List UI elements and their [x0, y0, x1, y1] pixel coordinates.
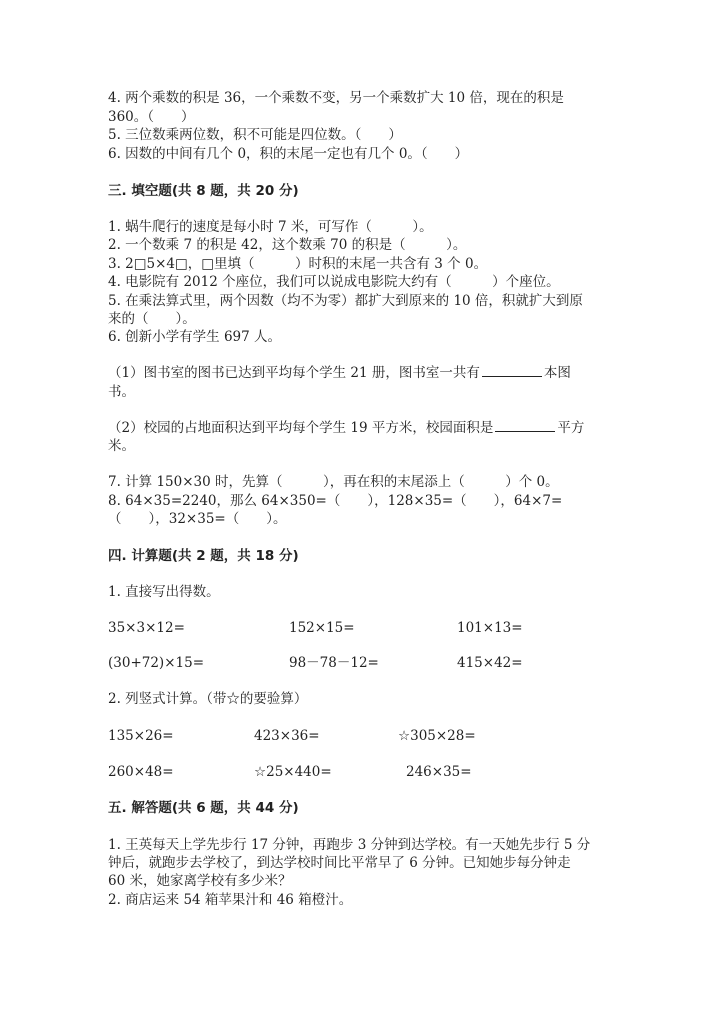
fill-q6-sub1-line2: 书。: [108, 384, 135, 400]
fill-q6-sub1-text: （1）图书室的图书已达到平均每个学生 21 册，图书室一共有: [108, 365, 480, 381]
calc-r3-c1: 135×26=: [108, 728, 174, 744]
answer-blank[interactable]: [482, 364, 542, 377]
fill-q5-line1: 5. 在乘法算式里，两个因数（均不为零）都扩大到原来的 10 倍，积就扩大到原: [108, 293, 583, 309]
fill-q3: 3. 2□5×4□，□里填（ ）时积的末尾一共含有 3 个 0。: [108, 256, 488, 272]
fill-q7: 7. 计算 150×30 时，先算（ ），再在积的末尾添上（ ）个 0。: [108, 474, 559, 490]
answer-q1-line1: 1. 王英每天上学先步行 17 分钟，再跑步 3 分钟到达学校。有一天她先步行 5 分: [108, 837, 591, 853]
calc-r4-c1: 260×48=: [108, 764, 174, 780]
judge-q6: 6. 因数的中间有几个 0，积的末尾一定也有几个 0。（ ）: [108, 146, 469, 162]
judge-q4-line2: 360。（ ）: [108, 109, 195, 125]
calc-r2-c2: 98－78－12=: [289, 655, 379, 671]
answer-q1-line3: 60 米，她家离学校有多少米？: [108, 873, 292, 889]
fill-q6-sub2-line2: 米。: [108, 438, 135, 454]
fill-q6-sub2-text: （2）校园的占地面积达到平均每个学生 19 平方米，校园面积是: [108, 420, 494, 436]
calc-r4-c3: 246×35=: [406, 764, 472, 780]
calc-q2: 2. 列竖式计算。（带☆的要验算）: [108, 691, 308, 707]
fill-q6-sub1-unit: 本图: [543, 365, 571, 381]
fill-q2: 2. 一个数乘 7 的积是 42，这个数乘 70 的积是（ ）。: [108, 237, 467, 253]
answer-q1-line2: 钟后，就跑步去学校了，到达学校时间比平常早了 6 分钟。已知她步每分钟走: [108, 855, 571, 871]
calc-heading: 四. 计算题(共 2 题，共 18 分): [108, 548, 299, 564]
fill-q6-sub2: [108, 419, 584, 437]
fill-q6-sub2-unit: 平方: [557, 420, 585, 436]
fill-q5-line2: 来的（ ）。: [108, 311, 196, 327]
answer-q2: 2. 商店运来 54 箱苹果汁和 46 箱橙汁。: [108, 892, 353, 908]
answer-heading: 五. 解答题(共 6 题，共 44 分): [108, 800, 299, 816]
fill-q4: 4. 电影院有 2012 个座位，我们可以说成电影院大约有（ ）个座位。: [108, 274, 560, 290]
calc-r1-c1: 35×3×12=: [108, 620, 185, 636]
calc-r1-c3: 101×13=: [457, 620, 523, 636]
calc-r1-c2: 152×15=: [289, 620, 355, 636]
calc-r3-c3: ☆305×28=: [398, 728, 476, 744]
calc-r2-c1: (30+72)×15=: [108, 655, 205, 671]
calc-r2-c3: 415×42=: [457, 655, 523, 671]
calc-r3-c2: 423×36=: [254, 728, 320, 744]
fill-q6-sub1: [108, 364, 571, 382]
calc-q1: 1. 直接写出得数。: [108, 584, 220, 600]
fill-q8-line2: （ ），32×35=（ ）。: [108, 511, 287, 527]
fill-q8-line1: 8. 64×35=2240，那么 64×350=（ ），128×35=（ ），64×7=: [108, 493, 563, 509]
fill-q6: 6. 创新小学有学生 697 人。: [108, 329, 282, 345]
answer-blank[interactable]: [495, 419, 555, 432]
calc-r4-c2: ☆25×440=: [254, 764, 332, 780]
judge-q5: 5. 三位数乘两位数，积不可能是四位数。（ ）: [108, 127, 402, 143]
fill-heading: 三. 填空题(共 8 题，共 20 分): [108, 183, 299, 199]
judge-q4-line1: 4. 两个乘数的积是 36，一个乘数不变，另一个乘数扩大 10 倍，现在的积是: [108, 90, 564, 106]
fill-q1: 1. 蜗牛爬行的速度是每小时 7 米，可写作（ ）。: [108, 219, 433, 235]
